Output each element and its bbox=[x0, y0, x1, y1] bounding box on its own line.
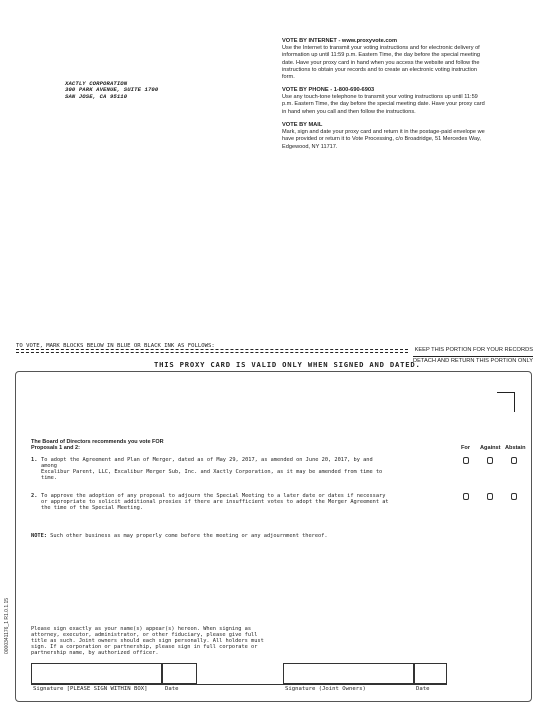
recommendation-line: The Board of Directors recommends you vote FOR bbox=[31, 439, 164, 445]
vote-mail-line: Mark, sign and date your proxy card and return it in the postage-paid envelope we bbox=[282, 129, 485, 136]
vote-mail-heading: VOTE BY MAIL bbox=[282, 122, 323, 128]
signature-baseline bbox=[31, 684, 447, 685]
joint-date-box[interactable] bbox=[414, 663, 447, 684]
return-address bbox=[65, 81, 158, 100]
city-state-zip: SAN JOSE, CA 95110 bbox=[65, 92, 128, 100]
signing-instructions bbox=[31, 626, 271, 656]
date-box[interactable] bbox=[162, 663, 197, 684]
vote-phone-heading: VOTE BY PHONE - 1-800-690-6903 bbox=[282, 87, 375, 93]
proposal-2-against-checkbox[interactable] bbox=[487, 493, 493, 500]
vote-phone-line: Use any touch-tone telephone to transmit your voting instructions up until 11:59 bbox=[282, 94, 478, 101]
proposal-number: 1. bbox=[31, 457, 38, 463]
abstain-column-header: Abstain bbox=[505, 445, 526, 451]
valid-notice: THIS PROXY CARD IS VALID ONLY WHEN SIGNED AND DATED. bbox=[154, 360, 421, 369]
proposal-text-line: To adopt the Agreement and Plan of Merger, dated as of May 29, 2017, as amended on June 20, 2017, by and among bbox=[41, 457, 373, 469]
corner-mark bbox=[497, 392, 515, 412]
proposal-text-line: the time of the Special Meeting. bbox=[41, 505, 144, 511]
proposal-1-against-checkbox[interactable] bbox=[487, 457, 493, 464]
vote-phone-section bbox=[282, 87, 502, 116]
proposal-1 bbox=[31, 457, 391, 481]
vote-internet-line: information up until 11:59 p.m. Eastern Time, the day before the special meeting bbox=[282, 52, 480, 59]
proposal-1-abstain-checkbox[interactable] bbox=[511, 457, 517, 464]
company-name: XACTLY CORPORATION bbox=[65, 80, 128, 87]
proposal-number: 2. bbox=[31, 493, 38, 499]
for-column-header: For bbox=[461, 445, 471, 451]
signing-line: Please sign exactly as your name(s) appear(s) hereon. When signing as bbox=[31, 626, 252, 632]
recommendation-line: Proposals 1 and 2: bbox=[31, 445, 80, 452]
keep-portion-label: KEEP THIS PORTION FOR YOUR RECORDS bbox=[414, 347, 533, 353]
note-label: NOTE: bbox=[31, 533, 47, 539]
vote-mail-line: Edgewood, NY 11717. bbox=[282, 143, 338, 150]
proposal-text-line: or appropriate to solicit additional proxies if there are insufficient votes to adopt the Merger Agreement at bbox=[41, 499, 389, 505]
vote-internet-heading: VOTE BY INTERNET - www.proxyvote.com bbox=[282, 38, 398, 44]
proposal-2-abstain-checkbox[interactable] bbox=[511, 493, 517, 500]
joint-date-label: Date bbox=[416, 686, 430, 692]
signing-line: partnership name, by authorized officer. bbox=[31, 650, 159, 656]
proposal-text-line: Excalibur Parent, LLC, Excalibur Merger Sub, Inc. and Xactly Corporation, as it may be amended from time to bbox=[41, 469, 383, 475]
detach-line bbox=[16, 349, 408, 350]
street-address: 300 PARK AVENUE, SUITE 1700 bbox=[65, 86, 159, 94]
joint-signature-box[interactable] bbox=[283, 663, 414, 684]
proposal-1-for-checkbox[interactable] bbox=[463, 457, 469, 464]
date-label: Date bbox=[165, 686, 179, 692]
signing-line: title as such. Joint owners should each sign personally. All holders must bbox=[31, 638, 264, 644]
note-text: Such other business as may properly come before the meeting or any adjournment thereof. bbox=[46, 533, 328, 539]
vote-internet-line: Use the Internet to transmit your voting instructions and for electronic delivery of bbox=[282, 45, 480, 52]
against-column-header: Against bbox=[480, 445, 501, 451]
vote-internet-section bbox=[282, 38, 502, 81]
signature-box[interactable] bbox=[31, 663, 162, 684]
proposal-text-line: time. bbox=[41, 475, 57, 481]
vote-mail-line: have provided or return it to Vote Processing, c/o Broadridge, 51 Mercedes Way, bbox=[282, 136, 481, 143]
board-recommendation bbox=[31, 439, 311, 452]
proposal-2 bbox=[31, 493, 391, 511]
vote-internet-line: date. Have your proxy card in hand when you access the website and follow the bbox=[282, 59, 480, 66]
detach-portion-label: DETACH AND RETURN THIS PORTION ONLY bbox=[413, 358, 533, 364]
vote-internet-line: instructions to obtain your records and to create an electronic voting instruction bbox=[282, 66, 477, 73]
vote-phone-line: in hand when you call and then follow the instructions. bbox=[282, 108, 416, 115]
proposal-2-for-checkbox[interactable] bbox=[463, 493, 469, 500]
signing-line: sign. If a corporation or partnership, please sign in full corporate or bbox=[31, 644, 258, 650]
detach-line-lower bbox=[16, 352, 408, 353]
joint-signature-label: Signature (Joint Owners) bbox=[285, 686, 366, 692]
vote-internet-line: form. bbox=[282, 74, 295, 81]
proposal-text-line: To approve the adoption of any proposal to adjourn the Special Meeting to a later date or dates if necessary bbox=[41, 493, 386, 499]
marking-instructions: TO VOTE, MARK BLOCKS BELOW IN BLUE OR BLACK INK AS FOLLOWS: bbox=[16, 343, 215, 349]
document-code: 0000341176_1 R1.0.1.15 bbox=[4, 597, 10, 654]
signing-line: attorney, executor, administrator, or other fiduciary, please give full bbox=[31, 632, 258, 638]
signature-label: Signature [PLEASE SIGN WITHIN BOX] bbox=[33, 686, 148, 692]
vote-phone-line: p.m. Eastern Time, the day before the special meeting date. Have your proxy card bbox=[282, 101, 485, 108]
vote-mail-section bbox=[282, 122, 502, 151]
note bbox=[31, 533, 328, 539]
